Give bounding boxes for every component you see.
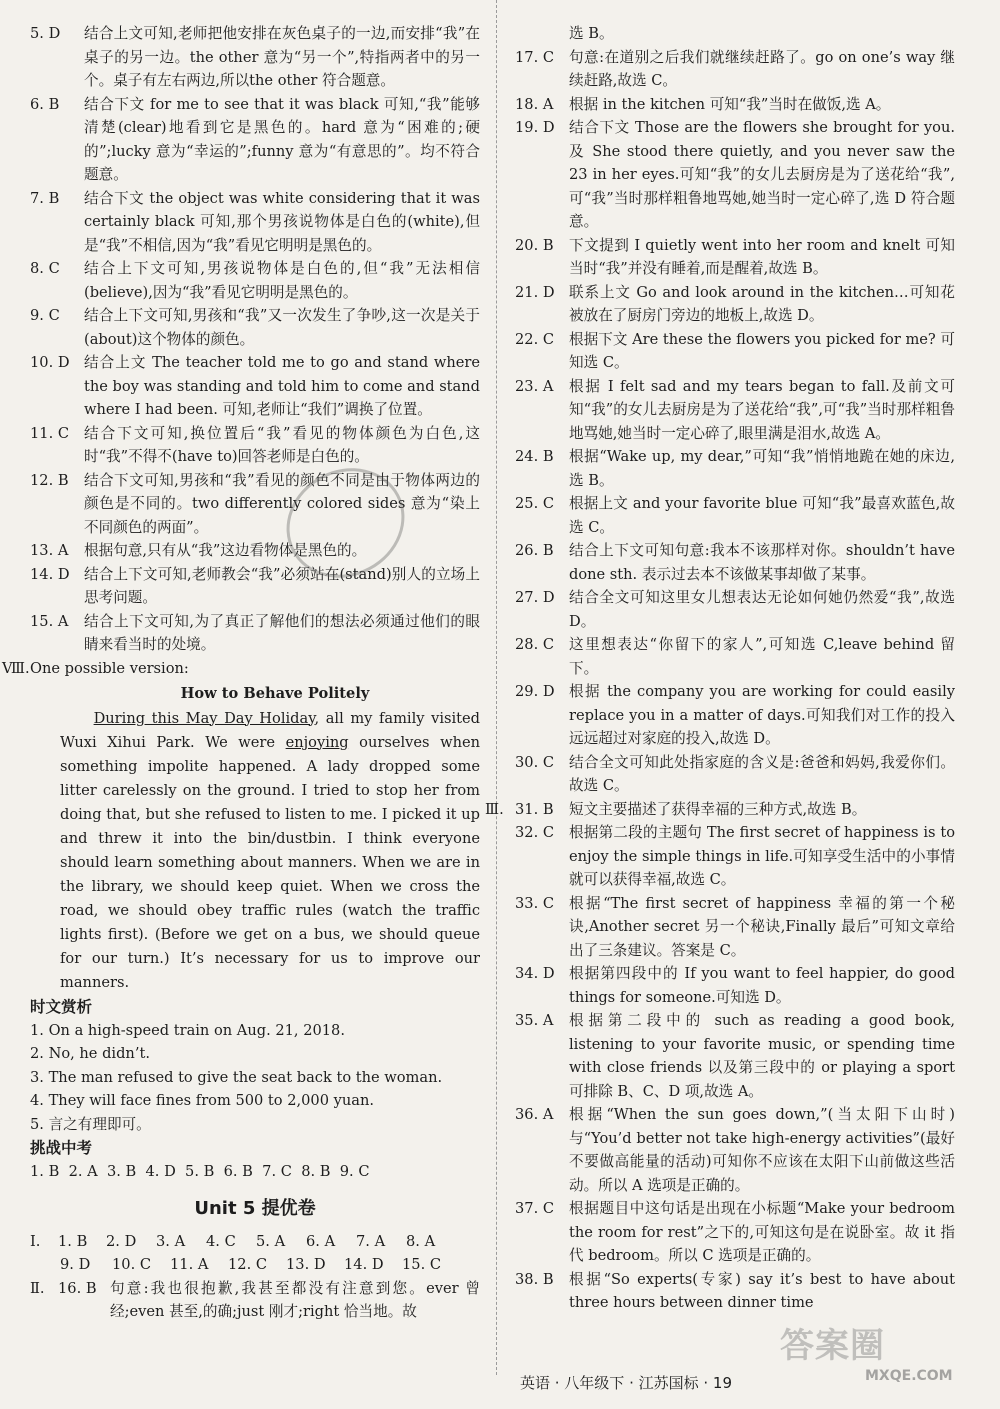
answer-number: 21. D <box>515 283 555 301</box>
answer-explanation: 结合下文 for me to see that it was black 可知,“我”能够清楚(clear)地看到它是黑色的。hard 意为“困难的;硬的”;lucky 意为“幸运的”;funny 意为“有意思的”。均不符合题意。 <box>84 95 480 183</box>
answer-item <box>30 22 480 93</box>
answer-explanation: 联系上文 Go and look around in the kitchen…可知花被放在了厨房门旁边的地板上,故选 D。 <box>569 283 955 324</box>
choice-answer: 3. A <box>156 1232 186 1250</box>
answer-number: 37. C <box>515 1200 555 1217</box>
choice-answer: 10. C <box>112 1256 152 1273</box>
answer-explanation: 结合上下文可知句意:我本不该那样对你。shouldn’t have done sth. 表示过去本不该做某事却做了某事。 <box>569 542 955 583</box>
choice-answer: 11. A <box>170 1256 209 1273</box>
reading-heading: 时文赏析 <box>30 997 93 1016</box>
answer-number: 29. D <box>515 683 555 700</box>
answer-item <box>515 751 955 798</box>
choice-answer: 9. D <box>60 1256 91 1273</box>
answer-explanation: 句意:我也很抱歉,我甚至都没有注意到您。ever 曾经;even 甚至,的确;just 刚才;right 恰当地。故 <box>110 1279 480 1320</box>
choice-answer: 5. A <box>256 1232 286 1250</box>
right-column <box>485 22 955 1315</box>
section-iii <box>485 798 955 1315</box>
answer-explanation: 根据句意,只有从“我”这边看物体是黑色的。 <box>84 542 367 559</box>
answer-item <box>515 586 955 633</box>
answer-explanation: 结合全文可知此处指家庭的含义是:爸爸和妈妈,我爱你们。故选 C。 <box>569 753 955 794</box>
answer-number: 25. C <box>515 495 555 512</box>
choice-answer: 8. A <box>406 1232 436 1250</box>
answer-item <box>515 1009 955 1103</box>
choice-answer: 2. D <box>106 1232 137 1250</box>
answer-number: 26. B <box>515 542 554 559</box>
answer-number: 10. D <box>30 354 70 371</box>
answer-item <box>30 539 480 563</box>
answer-number: 27. D <box>515 589 555 606</box>
watermark-logo: 答案圈 <box>780 1326 885 1366</box>
answer-explanation: 根据第四段中的 If you want to feel happier, do good things for someone.可知选 D。 <box>569 965 955 1006</box>
answer-explanation: 这里想表达“你留下的家人”,可知选 C,leave behind 留下。 <box>569 636 955 677</box>
answer-item <box>515 234 955 281</box>
answer-item <box>515 116 955 234</box>
answer-item <box>515 539 955 586</box>
answer-item <box>515 633 955 680</box>
answer-explanation: 结合下文可知,换位置后“我”看见的物体颜色为白色,这时“我”不得不(have to)回答老师是白色的。 <box>84 424 480 465</box>
reading-answer: 3. The man refused to give the seat back to the woman. <box>30 1068 443 1086</box>
answer-number: 30. C <box>515 753 555 771</box>
answer-explanation: 短文主要描述了获得幸福的三种方式,故选 B。 <box>569 800 867 818</box>
answer-number: 19. D <box>515 119 555 136</box>
answer-item <box>515 492 955 539</box>
essay-title: How to Behave Politely <box>180 685 370 702</box>
answer-explanation: 根据第二段中的 such as reading a good book, listening to your favorite music, or spending time with close friends 以及第三段中的 or playing a sport 可排除 B、C、D 项,故选 A。 <box>569 1012 955 1100</box>
essay-underlined-word: enjoying <box>285 733 349 751</box>
answer-number: 35. A <box>515 1012 554 1029</box>
unit-section <box>30 1192 480 1324</box>
answer-explanation: 结合上下文可知,男孩和“我”又一次发生了争吵,这一次是关于(about)这个物体的颜色。 <box>84 307 480 348</box>
answer-item <box>515 892 955 963</box>
answer-explanation: 根据“So experts(专家) say it’s best to have about three hours between dinner time <box>569 1270 955 1311</box>
answer-number: 15. A <box>30 612 69 630</box>
answer-number: 8. C <box>30 260 60 277</box>
answer-item <box>515 1197 955 1268</box>
answer-item <box>30 351 480 422</box>
choice-answer: 4. C <box>206 1232 236 1250</box>
choice-answer: 13. D <box>286 1256 326 1273</box>
right-answer-list <box>515 46 955 798</box>
column-divider <box>496 0 497 1375</box>
answer-item <box>58 1277 480 1324</box>
left-answer-list <box>30 22 480 657</box>
answer-explanation: 下文提到 I quietly went into her room and knelt 可知当时“我”并没有睡着,而是醒着,故选 B。 <box>569 236 955 277</box>
essay-underlined-phrase: During this May Day Holiday <box>93 709 315 727</box>
answer-explanation: 结合下文可知,男孩和“我”看见的颜色不同是由于物体两边的颜色是不同的。two differently colored sides 意为“染上不同颜色的两面”。 <box>84 471 480 536</box>
section-viii-header <box>2 657 480 681</box>
answer-item <box>515 1103 955 1197</box>
answer-number: 36. A <box>515 1106 554 1123</box>
choice-answer: 1. B <box>58 1232 88 1250</box>
answer-item <box>30 257 480 304</box>
watermark-url: MXQE.COM <box>865 1368 953 1384</box>
reading-answer: 2. No, he didn’t. <box>30 1045 150 1062</box>
answer-item <box>30 93 480 187</box>
answer-item <box>515 328 955 375</box>
essay-text: ourselves when something impolite happened. A lady dropped some litter carelessly on the ground. I tried to stop her from doing that, but she refused to listen to me. I picked it up and threw it into the bin/dustbin. I think everyone should learn something about manners. When we are in the library, we should keep quiet. When we cross the road, we should obey traffic rules (watch the traffic lights first). (Before we get on a bus, we should queue for our turn.) It’s necessary for us to improve our manners. <box>60 733 481 991</box>
answer-item <box>515 375 955 446</box>
answer-explanation: 结合上下文可知,老师教会“我”必须站在(stand)别人的立场上思考问题。 <box>84 565 480 606</box>
answer-item <box>30 187 480 258</box>
answer-item <box>515 1268 955 1315</box>
answer-item <box>30 469 480 540</box>
answer-item <box>515 281 955 328</box>
answer-item <box>515 93 955 117</box>
answer-item <box>515 46 955 93</box>
answer-explanation: 结合下文 the object was white considering that it was certainly black 可知,那个男孩说物体是白色的(white),但是“我”不相信,因为“我”看见它明明是黑色的。 <box>84 189 480 254</box>
writing-section <box>2 657 481 995</box>
answer-item <box>30 563 480 610</box>
answer-number: 34. D <box>515 965 555 982</box>
section-ii <box>30 1277 480 1324</box>
answer-explanation: 根据第二段的主题句 The first secret of happiness is to enjoy the simple things in life.可知享受生活中的小事情就可以获得幸福,故选 C。 <box>569 824 955 888</box>
answer-number: 24. B <box>515 448 554 465</box>
exam-heading: 挑战中考 <box>30 1139 93 1157</box>
answer-number: 7. B <box>30 189 60 207</box>
section-label: Ⅲ. <box>485 800 504 818</box>
reading-section <box>30 995 480 1137</box>
unit-title: Unit 5 提优卷 <box>194 1197 316 1219</box>
answer-item <box>515 821 955 892</box>
answer-item <box>30 422 480 469</box>
answer-number: 16. B <box>58 1279 97 1297</box>
answer-number: 33. C <box>515 894 555 912</box>
answer-number: 31. B <box>515 800 554 818</box>
essay-intro: One possible version: <box>30 659 189 677</box>
answer-item <box>30 610 480 657</box>
answer-row <box>58 1230 480 1254</box>
exam-answers: 1. B 2. A 3. B 4. D 5. B 6. B 7. C 8. B 9. C <box>30 1163 370 1180</box>
answer-item <box>515 680 955 751</box>
answer-number: 18. A <box>515 95 554 113</box>
answer-item <box>515 445 955 492</box>
answer-explanation: 结合上文 The teacher told me to go and stand where the boy was standing and told him to come and stand where I had been. 可知,老师让“我们”调换了位置。 <box>84 354 480 418</box>
choice-answer: 15. C <box>402 1256 442 1273</box>
section-label: Ⅱ. <box>30 1279 45 1297</box>
continuation-text: 选 B。 <box>569 25 614 42</box>
answer-explanation: 结合下文 Those are the flowers she brought for you.及 She stood there quietly, and you never saw the 23 in her eyes.可知“我”的女儿去厨房是为了送花给“我”,可“我”当时那样粗鲁地骂她,她当时一定心碎了,选 D 符合题意。 <box>569 119 955 230</box>
page-footer: 英语 · 八年级下 · 江苏国标 · 19 <box>520 1374 733 1392</box>
answer-number: 9. C <box>30 307 60 324</box>
section-i <box>30 1230 480 1277</box>
left-column <box>2 22 481 1324</box>
reading-answer: 4. They will face fines from 500 to 2,000 yuan. <box>30 1092 375 1109</box>
answer-explanation: 根据下文 Are these the flowers you picked for me? 可知选 C。 <box>569 330 955 371</box>
section-label: Ⅰ. <box>30 1232 41 1250</box>
answer-explanation: 根据“The first secret of happiness 幸福的第一个秘诀,Another secret 另一个秘诀,Finally 最后”可知文章给出了三条建议。答案是 C。 <box>569 894 955 959</box>
answer-item <box>30 304 480 351</box>
answer-number: 22. C <box>515 330 555 348</box>
answer-number: 20. B <box>515 236 554 254</box>
answer-explanation: 根据题目中这句话是出现在小标题“Make your bedroom the room for rest”之下的,可知这句是在说卧室。故 it 指代 bedroom。所以 C 选项是正确的。 <box>569 1200 955 1264</box>
answer-explanation: 根据 the company you are working for could easily replace you in a matter of days.可知我们对工作的投入远远超过对家庭的投入,故选 D。 <box>569 683 955 747</box>
answer-explanation: 根据 I felt sad and my tears began to fall.及前文可知“我”的女儿去厨房是为了送花给“我”,可“我”当时那样粗鲁地骂她,她当时一定心碎了,眼里满是泪水,故选 A。 <box>569 377 955 442</box>
answer-number: 11. C <box>30 424 70 442</box>
choice-answer: 6. A <box>306 1232 336 1250</box>
answer-number: 12. B <box>30 471 69 489</box>
answer-explanation: 结合上下文可知,为了真正了解他们的想法必须通过他们的眼睛来看当时的处境。 <box>84 612 480 653</box>
essay-text: , all my family visited Wuxi Xihui Park. We were <box>60 709 480 751</box>
answer-explanation: 根据上文 and your favorite blue 可知“我”最喜欢蓝色,故选 C。 <box>569 495 955 536</box>
answer-number: 5. D <box>30 25 61 42</box>
answer-explanation: 根据 in the kitchen 可知“我”当时在做饭,选 A。 <box>569 95 891 113</box>
answer-number: 14. D <box>30 565 70 583</box>
answer-number: 28. C <box>515 636 555 653</box>
answer-explanation: 结合上下文可知,男孩说物体是白色的,但“我”无法相信(believe),因为“我”看见它明明是黑色的。 <box>84 260 480 301</box>
essay-body <box>30 707 480 995</box>
answer-explanation: 结合全文可知这里女儿想表达无论如何她仍然爱“我”,故选 D。 <box>569 589 955 630</box>
answer-item <box>515 798 955 822</box>
answer-number: 23. A <box>515 377 554 395</box>
answer-number: 6. B <box>30 95 60 113</box>
answer-explanation: 句意:在道别之后我们就继续赶路了。go on one’s way 继续赶路,故选 C。 <box>569 48 955 89</box>
answer-explanation: 结合上文可知,老师把他安排在灰色桌子的一边,而安排“我”在桌子的另一边。the other 意为“另一个”,特指两者中的另一个。桌子有左右两边,所以the other 符合题意。 <box>84 25 480 89</box>
choice-answer: 14. D <box>344 1256 384 1273</box>
answer-number: 38. B <box>515 1270 554 1288</box>
choice-answer: 7. A <box>356 1232 386 1250</box>
answer-number: 13. A <box>30 542 69 559</box>
answer-explanation: 根据“When the sun goes down,”(当太阳下山时)与“You’d better not take high-energy activities”(最好不要做高能量的活动)可知你不应该在太阳下山前做这些活动。所以 A 选项是正确的。 <box>569 1106 955 1194</box>
answer-number: 17. C <box>515 48 555 66</box>
answer-explanation: 根据“Wake up, my dear,”可知“我”悄悄地跪在她的床边,选 B。 <box>569 448 955 489</box>
section-label: Ⅷ. <box>2 659 30 677</box>
exam-section <box>30 1136 480 1184</box>
choice-answer: 12. C <box>228 1256 268 1273</box>
answer-row <box>58 1253 480 1277</box>
reading-answer: 1. On a high-speed train on Aug. 21, 2018. <box>30 1021 345 1039</box>
reading-answer: 5. 言之有理即可。 <box>30 1115 151 1133</box>
answer-number: 32. C <box>515 824 555 841</box>
answer-item <box>515 962 955 1009</box>
